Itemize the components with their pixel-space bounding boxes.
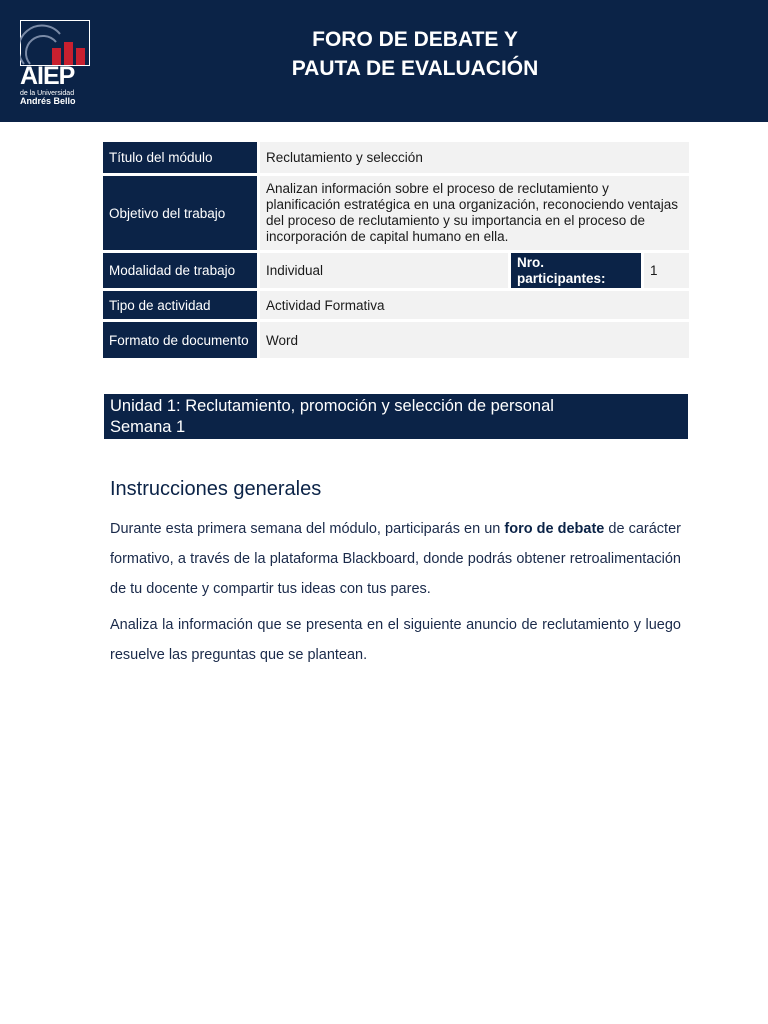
participantes-value: 1 [641, 253, 689, 288]
modalidad-label: Modalidad de trabajo [103, 253, 257, 288]
p1-bold-term: foro de debate [504, 521, 605, 537]
tipo-label: Tipo de actividad [103, 291, 257, 319]
instructions-heading: Instrucciones generales [110, 478, 322, 500]
row-modalidad [103, 253, 689, 288]
unit-banner [104, 394, 688, 439]
instructions-paragraph-2: Analiza la información que se presenta en el siguiente anuncio de reclutamiento y luego resuelve las preguntas que se plantean. [110, 617, 681, 663]
p1-text-after: de carácter formativo, a través de la plataforma Blackboard, donde podrás obtener retroalimentación de tu docente y compartir tus ideas con tus pares. [110, 521, 681, 597]
logo-brand: AIEP [20, 62, 75, 90]
module-info-table [103, 139, 689, 361]
formato-label: Formato de documento [103, 322, 257, 358]
objetivo-label: Objetivo del trabajo [103, 176, 257, 250]
participantes-label: Nro. participantes: [508, 253, 641, 288]
logo-subtitle-1: de la Universidad [20, 90, 75, 97]
modulo-label: Título del módulo [103, 142, 257, 173]
page-title-line-1: FORO DE DEBATE Y [312, 28, 518, 51]
row-objetivo [103, 176, 689, 250]
row-formato [103, 322, 689, 358]
row-modulo [103, 142, 689, 173]
formato-value: Word [257, 322, 689, 358]
header-banner [0, 0, 768, 122]
objetivo-value: Analizan información sobre el proceso de reclutamiento y planificación estratégica en una organización, reconociendo ventajas del proceso de reclutamiento y su importancia en el proceso de incorporación de capital humano en ella. [257, 176, 689, 250]
row-tipo [103, 291, 689, 319]
page-title [200, 25, 630, 83]
page-title-line-2: PAUTA DE EVALUACIÓN [291, 57, 539, 80]
tipo-value: Actividad Formativa [257, 291, 689, 319]
logo-subtitle-2: Andrés Bello [20, 96, 76, 106]
p1-text-before: Durante esta primera semana del módulo, participarás en un [110, 521, 505, 537]
logo-wordmark [20, 64, 94, 106]
modulo-value: Reclutamiento y selección [257, 142, 689, 173]
logo-mark-icon [20, 20, 90, 66]
modalidad-value: Individual [257, 253, 508, 288]
unit-week: Semana 1 [110, 418, 186, 436]
instructions-paragraph-1 [110, 514, 681, 604]
unit-title: Unidad 1: Reclutamiento, promoción y selección de personal [110, 397, 554, 415]
